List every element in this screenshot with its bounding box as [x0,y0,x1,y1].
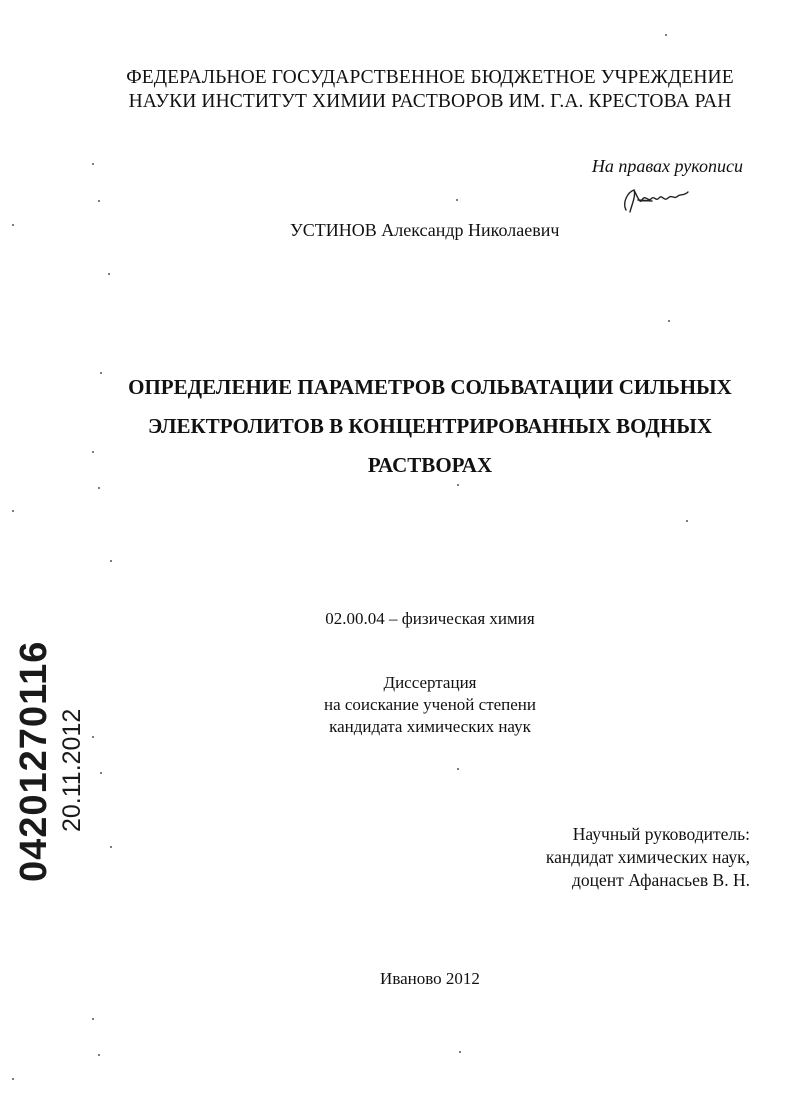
scan-speck [459,1051,461,1053]
scan-speck [665,34,667,36]
degree-line-2: на соискание ученой степени [323,695,537,714]
scan-speck [108,273,110,275]
title-line-3: РАСТВОРАХ [367,453,493,477]
scan-speck [12,510,14,512]
scan-speck [98,1054,100,1056]
manuscript-rights-label: На правах рукописи [591,156,743,176]
scan-speck [92,163,94,165]
scan-speck [456,199,458,201]
supervisor-line-3: доцент Афанасьев В. Н. [572,870,750,890]
supervisor-info [546,823,750,892]
scan-speck [98,200,100,202]
supervisor-line-2: кандидат химических наук, [545,847,750,867]
scan-speck [457,768,459,770]
degree-line-1: Диссертация [383,673,477,692]
scan-speck [92,736,94,738]
title-line-2: ЭЛЕКТРОЛИТОВ В КОНЦЕНТРИРОВАННЫХ ВОДНЫХ [147,414,713,438]
scan-speck [457,484,459,486]
scan-speck [98,487,100,489]
scan-speck [92,451,94,453]
stamp-date: 20.11.2012 [58,708,86,832]
scan-speck [100,772,102,774]
institution-line-2: НАУКИ ИНСТИТУТ ХИМИИ РАСТВОРОВ ИМ. Г.А. КРЕСТОВА РАН [128,91,732,112]
scan-speck [100,372,102,374]
degree-line-3: кандидата химических наук [329,717,531,736]
scan-speck [110,560,112,562]
handwritten-signature [618,182,698,218]
dissertation-title [60,368,798,485]
city-year: Иваново 2012 [380,969,480,988]
scan-speck [668,320,670,322]
author-name: УСТИНОВ Александр Николаевич [290,220,560,240]
scan-speck [686,520,688,522]
stamp-number: 04201270116 [13,640,55,882]
scan-speck [12,1078,14,1080]
degree-info [60,672,798,738]
library-stamp [14,641,86,882]
institution-name [60,66,798,114]
supervisor-line-1: Научный руководитель: [572,824,750,844]
scan-speck [92,1018,94,1020]
scan-speck [12,224,14,226]
scan-speck [110,846,112,848]
title-line-1: ОПРЕДЕЛЕНИЕ ПАРАМЕТРОВ СОЛЬВАТАЦИИ СИЛЬНЫХ [128,375,732,399]
institution-line-1: ФЕДЕРАЛЬНОЕ ГОСУДАРСТВЕННОЕ БЮДЖЕТНОЕ УЧРЕЖДЕНИЕ [126,67,734,88]
specialty-code: 02.00.04 – физическая химия [325,609,535,628]
